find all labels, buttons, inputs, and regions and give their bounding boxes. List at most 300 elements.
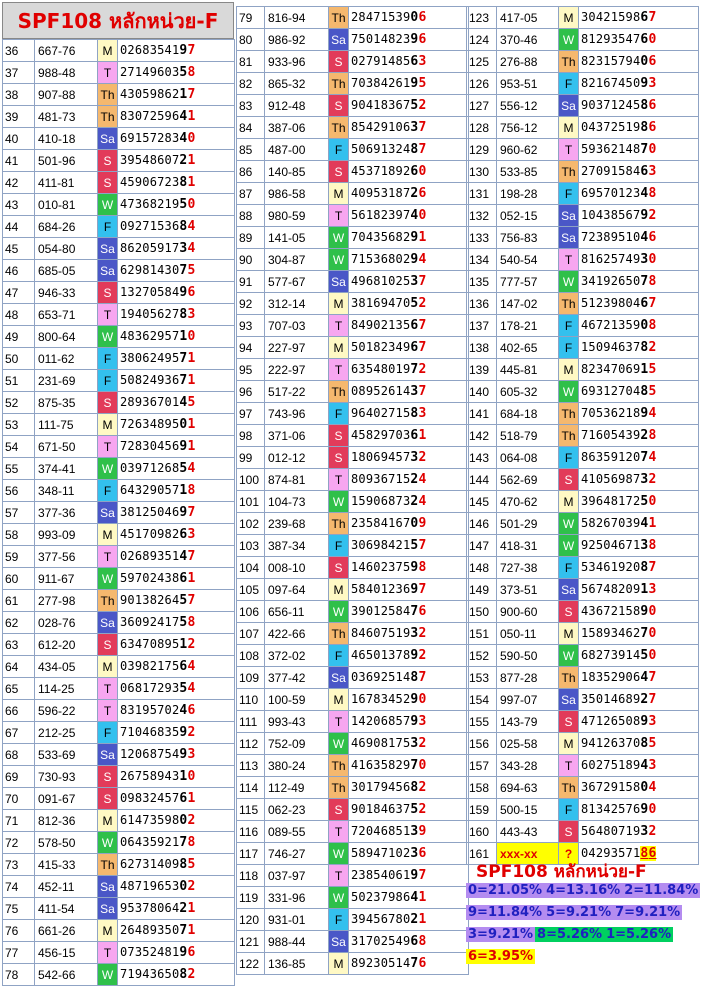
highlight-digit-1: 7 (410, 604, 419, 619)
table-row (3, 150, 235, 172)
row-digits: 4590672381 (118, 172, 235, 194)
day-badge: Sa (98, 238, 118, 260)
stat-item: 5=9.21% (546, 905, 612, 920)
highlight-digit-2: 3 (648, 164, 657, 179)
row-code: 050-11 (497, 623, 559, 645)
highlight-digit-1: 0 (410, 10, 419, 25)
row-digits: 8542910637 (349, 117, 469, 139)
row-digits: 5018234967 (349, 337, 469, 359)
row-number: 59 (3, 546, 35, 568)
row-code: 986-92 (265, 29, 329, 51)
highlight-digit-2: 2 (187, 813, 196, 828)
day-badge: T (98, 700, 118, 722)
highlight-digit-2: 3 (648, 76, 657, 91)
highlight-digit-1: 4 (640, 758, 649, 773)
row-digits: 8093671524 (349, 469, 469, 491)
highlight-digit-2: 0 (418, 692, 427, 707)
highlight-digit-1: 0 (179, 813, 188, 828)
row-code: 445-81 (497, 359, 559, 381)
row-code: 231-69 (35, 370, 98, 392)
row-code: 411-54 (35, 898, 98, 920)
row-code: 900-60 (497, 601, 559, 623)
table-row (3, 348, 235, 370)
row-code: 377-36 (35, 502, 98, 524)
row-code: 501-96 (35, 150, 98, 172)
row-number: 101 (237, 491, 265, 513)
day-badge: W (98, 194, 118, 216)
day-badge: Sa (329, 29, 349, 51)
day-badge: F (98, 722, 118, 744)
row-number: 81 (237, 51, 265, 73)
row-digits: 8319570246 (118, 700, 235, 722)
row-digits: 4582970361 (349, 425, 469, 447)
highlight-digit-2: 3 (648, 758, 657, 773)
row-number: 60 (3, 568, 35, 590)
highlight-digit-2: 8 (418, 934, 427, 949)
row-number: 159 (467, 799, 497, 821)
row-number: 144 (467, 469, 497, 491)
day-badge: Sa (559, 95, 579, 117)
table-row (237, 359, 469, 381)
highlight-digit-1: 8 (640, 120, 649, 135)
row-code: 422-66 (265, 623, 329, 645)
highlight-digit-2: 6 (648, 846, 657, 861)
highlight-digit-1: 7 (179, 923, 188, 938)
highlight-digit-1: 5 (640, 648, 649, 663)
row-digits: 5069132487 (349, 139, 469, 161)
day-badge: W (559, 381, 579, 403)
row-digits: 4305986217 (118, 84, 235, 106)
row-code: 343-28 (497, 755, 559, 777)
table-row (3, 810, 235, 832)
highlight-digit-2: 6 (418, 604, 427, 619)
highlight-digit-2: 8 (187, 835, 196, 850)
row-digits: 4690817532 (349, 733, 469, 755)
row-digits: 9250467138 (579, 535, 699, 557)
row-digits: 8460751932 (349, 623, 469, 645)
row-number: 73 (3, 854, 35, 876)
row-number: 44 (3, 216, 35, 238)
row-code: 671-50 (35, 436, 98, 458)
highlight-digit-2: 7 (187, 593, 196, 608)
highlight-digit-1: 9 (410, 230, 419, 245)
row-digits: 3901258476 (349, 601, 469, 623)
row-code: 028-76 (35, 612, 98, 634)
row-digits: 5674820913 (579, 579, 699, 601)
highlight-digit-1: 9 (640, 802, 649, 817)
highlight-digit-2: 7 (418, 274, 427, 289)
row-number: 91 (237, 271, 265, 293)
day-badge: Th (329, 117, 349, 139)
table-row (3, 194, 235, 216)
row-number: 138 (467, 337, 497, 359)
highlight-digit-1: 4 (179, 109, 188, 124)
table-row (237, 953, 469, 975)
row-number: 75 (3, 898, 35, 920)
day-badge: W (329, 249, 349, 271)
day-badge: T (329, 469, 349, 491)
row-digits: 2714960358 (118, 62, 235, 84)
highlight-digit-2: 4 (648, 780, 657, 795)
row-number: 46 (3, 260, 35, 282)
row-code: 064-08 (497, 447, 559, 469)
day-badge: M (98, 414, 118, 436)
day-badge: F (98, 480, 118, 502)
highlight-digit-1: 9 (179, 945, 188, 960)
highlight-digit-1: 3 (410, 274, 419, 289)
row-code: 562-69 (497, 469, 559, 491)
row-number: 70 (3, 788, 35, 810)
row-code: 136-85 (265, 953, 329, 975)
row-number: 123 (467, 7, 497, 29)
row-code: 684-26 (35, 216, 98, 238)
day-badge: M (98, 810, 118, 832)
row-code: 988-48 (35, 62, 98, 84)
highlight-digit-2: 1 (418, 428, 427, 443)
row-code: 988-44 (265, 931, 329, 953)
highlight-digit-1: 8 (179, 219, 188, 234)
highlight-digit-1: 5 (640, 494, 649, 509)
highlight-digit-2: 1 (187, 791, 196, 806)
day-badge: F (559, 315, 579, 337)
highlight-digit-1: 9 (410, 868, 419, 883)
row-code: 140-85 (265, 161, 329, 183)
table-row (3, 436, 235, 458)
day-badge: T (329, 359, 349, 381)
highlight-digit-1: 2 (179, 901, 188, 916)
row-code: 933-96 (265, 51, 329, 73)
row-code: 415-33 (35, 854, 98, 876)
highlight-digit-1: 8 (640, 340, 649, 355)
highlight-digit-2: 8 (418, 560, 427, 575)
day-badge: T (329, 711, 349, 733)
highlight-digit-1: 6 (179, 527, 188, 542)
highlight-digit-2: 5 (648, 384, 657, 399)
row-code: 931-01 (265, 909, 329, 931)
day-badge: Sa (98, 260, 118, 282)
highlight-digit-1: 9 (410, 582, 419, 597)
highlight-digit-2: 3 (187, 527, 196, 542)
row-number: 103 (237, 535, 265, 557)
highlight-digit-2: 6 (187, 945, 196, 960)
row-digits: 3945678021 (349, 909, 469, 931)
row-code: 752-09 (265, 733, 329, 755)
table-row (237, 381, 469, 403)
row-code: 312-14 (265, 293, 329, 315)
highlight-digit-2: 7 (648, 692, 657, 707)
highlight-digit-2: 1 (187, 351, 196, 366)
highlight-digit-1: 8 (640, 384, 649, 399)
highlight-digit-2: 8 (187, 65, 196, 80)
highlight-digit-2: 6 (648, 230, 657, 245)
row-number: 135 (467, 271, 497, 293)
row-code: 500-15 (497, 799, 559, 821)
highlight-digit-1: 5 (179, 593, 188, 608)
row-digits: 5826703941 (579, 513, 699, 535)
row-digits: 3170254968 (349, 931, 469, 953)
highlight-digit-1: 0 (179, 879, 188, 894)
row-number: 80 (237, 29, 265, 51)
highlight-digit-1: 6 (640, 296, 649, 311)
day-badge: Th (329, 777, 349, 799)
highlight-digit-2: 2 (187, 879, 196, 894)
day-badge: S (329, 95, 349, 117)
row-code: 374-41 (35, 458, 98, 480)
highlight-digit-1: 6 (640, 10, 649, 25)
table-row (467, 601, 699, 623)
highlight-digit-2: 2 (418, 736, 427, 751)
row-digits: 0398217564 (118, 656, 235, 678)
highlight-digit-2: 2 (418, 802, 427, 817)
day-badge: S (98, 282, 118, 304)
row-code: 025-58 (497, 733, 559, 755)
row-number: 104 (237, 557, 265, 579)
table-row (3, 942, 235, 964)
stat-item: 0=21.05% (468, 883, 543, 898)
row-number: 116 (237, 821, 265, 843)
row-digits: 9412637085 (579, 733, 699, 755)
highlight-digit-1: 2 (640, 428, 649, 443)
highlight-digit-1: 4 (410, 208, 419, 223)
row-code: 331-96 (265, 887, 329, 909)
highlight-digit-1: 9 (179, 439, 188, 454)
row-number: 139 (467, 359, 497, 381)
table-row (467, 491, 699, 513)
row-digits: 5618239740 (349, 205, 469, 227)
table-row (3, 634, 235, 656)
row-code: 653-71 (35, 304, 98, 326)
highlight-digit-1: 3 (179, 241, 188, 256)
row-digits: 0895261437 (349, 381, 469, 403)
row-digits: 1043856792 (579, 205, 699, 227)
highlight-digit-1: 4 (640, 186, 649, 201)
table-row (467, 183, 699, 205)
row-number: 114 (237, 777, 265, 799)
row-digits: 4105698732 (579, 469, 699, 491)
row-code: 727-38 (497, 557, 559, 579)
row-number: 50 (3, 348, 35, 370)
table-row (3, 414, 235, 436)
day-badge: Th (329, 755, 349, 777)
row-digits: 1678345290 (349, 689, 469, 711)
results-table-1 (2, 39, 235, 986)
row-number: 141 (467, 403, 497, 425)
row-number: 122 (237, 953, 265, 975)
table-row (3, 590, 235, 612)
row-digits: 4095318726 (349, 183, 469, 205)
row-digits: 4836295710 (118, 326, 235, 348)
row-number: 102 (237, 513, 265, 535)
day-badge: W (329, 733, 349, 755)
highlight-digit-2: 5 (187, 395, 196, 410)
row-number: 78 (3, 964, 35, 986)
table-row (3, 260, 235, 282)
table-row (467, 513, 699, 535)
row-digits: 9041836752 (349, 95, 469, 117)
highlight-digit-1: 4 (640, 670, 649, 685)
row-digits: 3609241758 (118, 612, 235, 634)
day-badge: T (98, 942, 118, 964)
row-number: 112 (237, 733, 265, 755)
highlight-digit-2: 4 (187, 219, 196, 234)
day-badge: Sa (98, 128, 118, 150)
row-code: 730-93 (35, 766, 98, 788)
row-code: 008-10 (265, 557, 329, 579)
table-row (237, 249, 469, 271)
day-badge: Th (329, 7, 349, 29)
row-number: 99 (237, 447, 265, 469)
row-digits: 8620591734 (118, 238, 235, 260)
highlight-digit-2: 2 (418, 362, 427, 377)
highlight-digit-1: 1 (640, 362, 649, 377)
row-digits: 5894710236 (349, 843, 469, 865)
highlight-digit-2: 2 (187, 967, 196, 982)
highlight-digit-2: 7 (418, 318, 427, 333)
table-row (3, 62, 235, 84)
row-code: 062-23 (265, 799, 329, 821)
highlight-digit-2: 1 (187, 417, 196, 432)
table-row (467, 249, 699, 271)
day-badge: T (329, 821, 349, 843)
highlight-digit-2: 7 (187, 549, 196, 564)
table-row (467, 271, 699, 293)
row-number: 54 (3, 436, 35, 458)
row-code: 540-54 (497, 249, 559, 271)
table-row (237, 73, 469, 95)
row-code: 037-97 (265, 865, 329, 887)
highlight-digit-1: 9 (640, 208, 649, 223)
table-row (237, 403, 469, 425)
day-badge: Sa (559, 205, 579, 227)
table-row (237, 447, 469, 469)
row-digits: 4968102537 (349, 271, 469, 293)
row-number: 128 (467, 117, 497, 139)
day-badge: W (98, 458, 118, 480)
row-digits: 7501482396 (349, 29, 469, 51)
table-row (3, 568, 235, 590)
row-code: 542-66 (35, 964, 98, 986)
row-digits: 3964817250 (579, 491, 699, 513)
highlight-digit-2: 3 (187, 747, 196, 762)
row-code: 743-96 (265, 403, 329, 425)
highlight-digit-1: 2 (410, 494, 419, 509)
row-number: 88 (237, 205, 265, 227)
row-digits: 4712650893 (579, 711, 699, 733)
table-row (3, 172, 235, 194)
table-row (237, 887, 469, 909)
day-badge: F (559, 73, 579, 95)
highlight-digit-1: 4 (179, 395, 188, 410)
row-digits: 0397126854 (118, 458, 235, 480)
table-row (3, 106, 235, 128)
highlight-digit-2: 2 (418, 780, 427, 795)
table-row (467, 667, 699, 689)
table-row (3, 304, 235, 326)
row-code: 777-57 (497, 271, 559, 293)
row-digits: 5346192087 (579, 557, 699, 579)
row-number: 113 (237, 755, 265, 777)
row-code: 912-48 (265, 95, 329, 117)
highlight-digit-1: 8 (179, 307, 188, 322)
row-digits: 8635912074 (579, 447, 699, 469)
highlight-digit-2: 7 (418, 670, 427, 685)
day-badge: W (559, 535, 579, 557)
table-row (237, 513, 469, 535)
highlight-digit-1: 4 (179, 703, 188, 718)
day-badge: Sa (98, 744, 118, 766)
row-number: 106 (237, 601, 265, 623)
highlight-digit-1: 9 (640, 604, 649, 619)
row-code: 953-51 (497, 73, 559, 95)
row-code: 114-25 (35, 678, 98, 700)
row-code: 605-32 (497, 381, 559, 403)
highlight-digit-2: 1 (418, 890, 427, 905)
highlight-digit-1: 1 (179, 87, 188, 102)
row-code: 227-97 (265, 337, 329, 359)
row-digits: 6931270485 (579, 381, 699, 403)
highlight-digit-2: 0 (418, 758, 427, 773)
day-badge: M (329, 337, 349, 359)
highlight-digit-2: 7 (187, 87, 196, 102)
row-digits: 2847153906 (349, 7, 469, 29)
results-table-2 (236, 6, 469, 975)
table-row (237, 95, 469, 117)
highlight-digit-1: 6 (410, 318, 419, 333)
highlight-digit-2: 5 (187, 857, 196, 872)
highlight-digit-2: 6 (648, 98, 657, 113)
row-number: 105 (237, 579, 265, 601)
highlight-digit-1: 9 (179, 505, 188, 520)
day-badge: F (559, 183, 579, 205)
row-digits: 0927153684 (118, 216, 235, 238)
day-badge: M (559, 623, 579, 645)
row-digits: 7238951046 (579, 227, 699, 249)
row-code: 371-06 (265, 425, 329, 447)
stats-row (466, 926, 673, 944)
row-number: 111 (237, 711, 265, 733)
row-code: 377-56 (35, 546, 98, 568)
table-row (467, 73, 699, 95)
highlight-digit-2: 1 (187, 109, 196, 124)
row-number: 154 (467, 689, 497, 711)
table-row (467, 227, 699, 249)
highlight-digit-2: 2 (187, 725, 196, 740)
day-badge: Th (98, 854, 118, 876)
highlight-digit-1: 7 (640, 274, 649, 289)
row-code: 387-06 (265, 117, 329, 139)
row-code: 533-69 (35, 744, 98, 766)
table-row (3, 788, 235, 810)
highlight-digit-1: 1 (179, 329, 188, 344)
highlight-digit-2: 8 (648, 428, 657, 443)
row-code: 348-11 (35, 480, 98, 502)
table-row (237, 227, 469, 249)
row-digits: 5648071932 (579, 821, 699, 843)
row-digits: 6432905718 (118, 480, 235, 502)
highlight-digit-1: 9 (640, 406, 649, 421)
row-code: 875-35 (35, 392, 98, 414)
table-row (237, 183, 469, 205)
day-badge: T (98, 62, 118, 84)
row-digits: 8134257690 (579, 799, 699, 821)
row-number: 72 (3, 832, 35, 854)
row-code: 377-42 (265, 667, 329, 689)
row-digits: 8307259641 (118, 106, 235, 128)
day-badge: Th (329, 73, 349, 95)
row-code: 874-81 (265, 469, 329, 491)
table-row (467, 205, 699, 227)
highlight-digit-2: 6 (187, 703, 196, 718)
